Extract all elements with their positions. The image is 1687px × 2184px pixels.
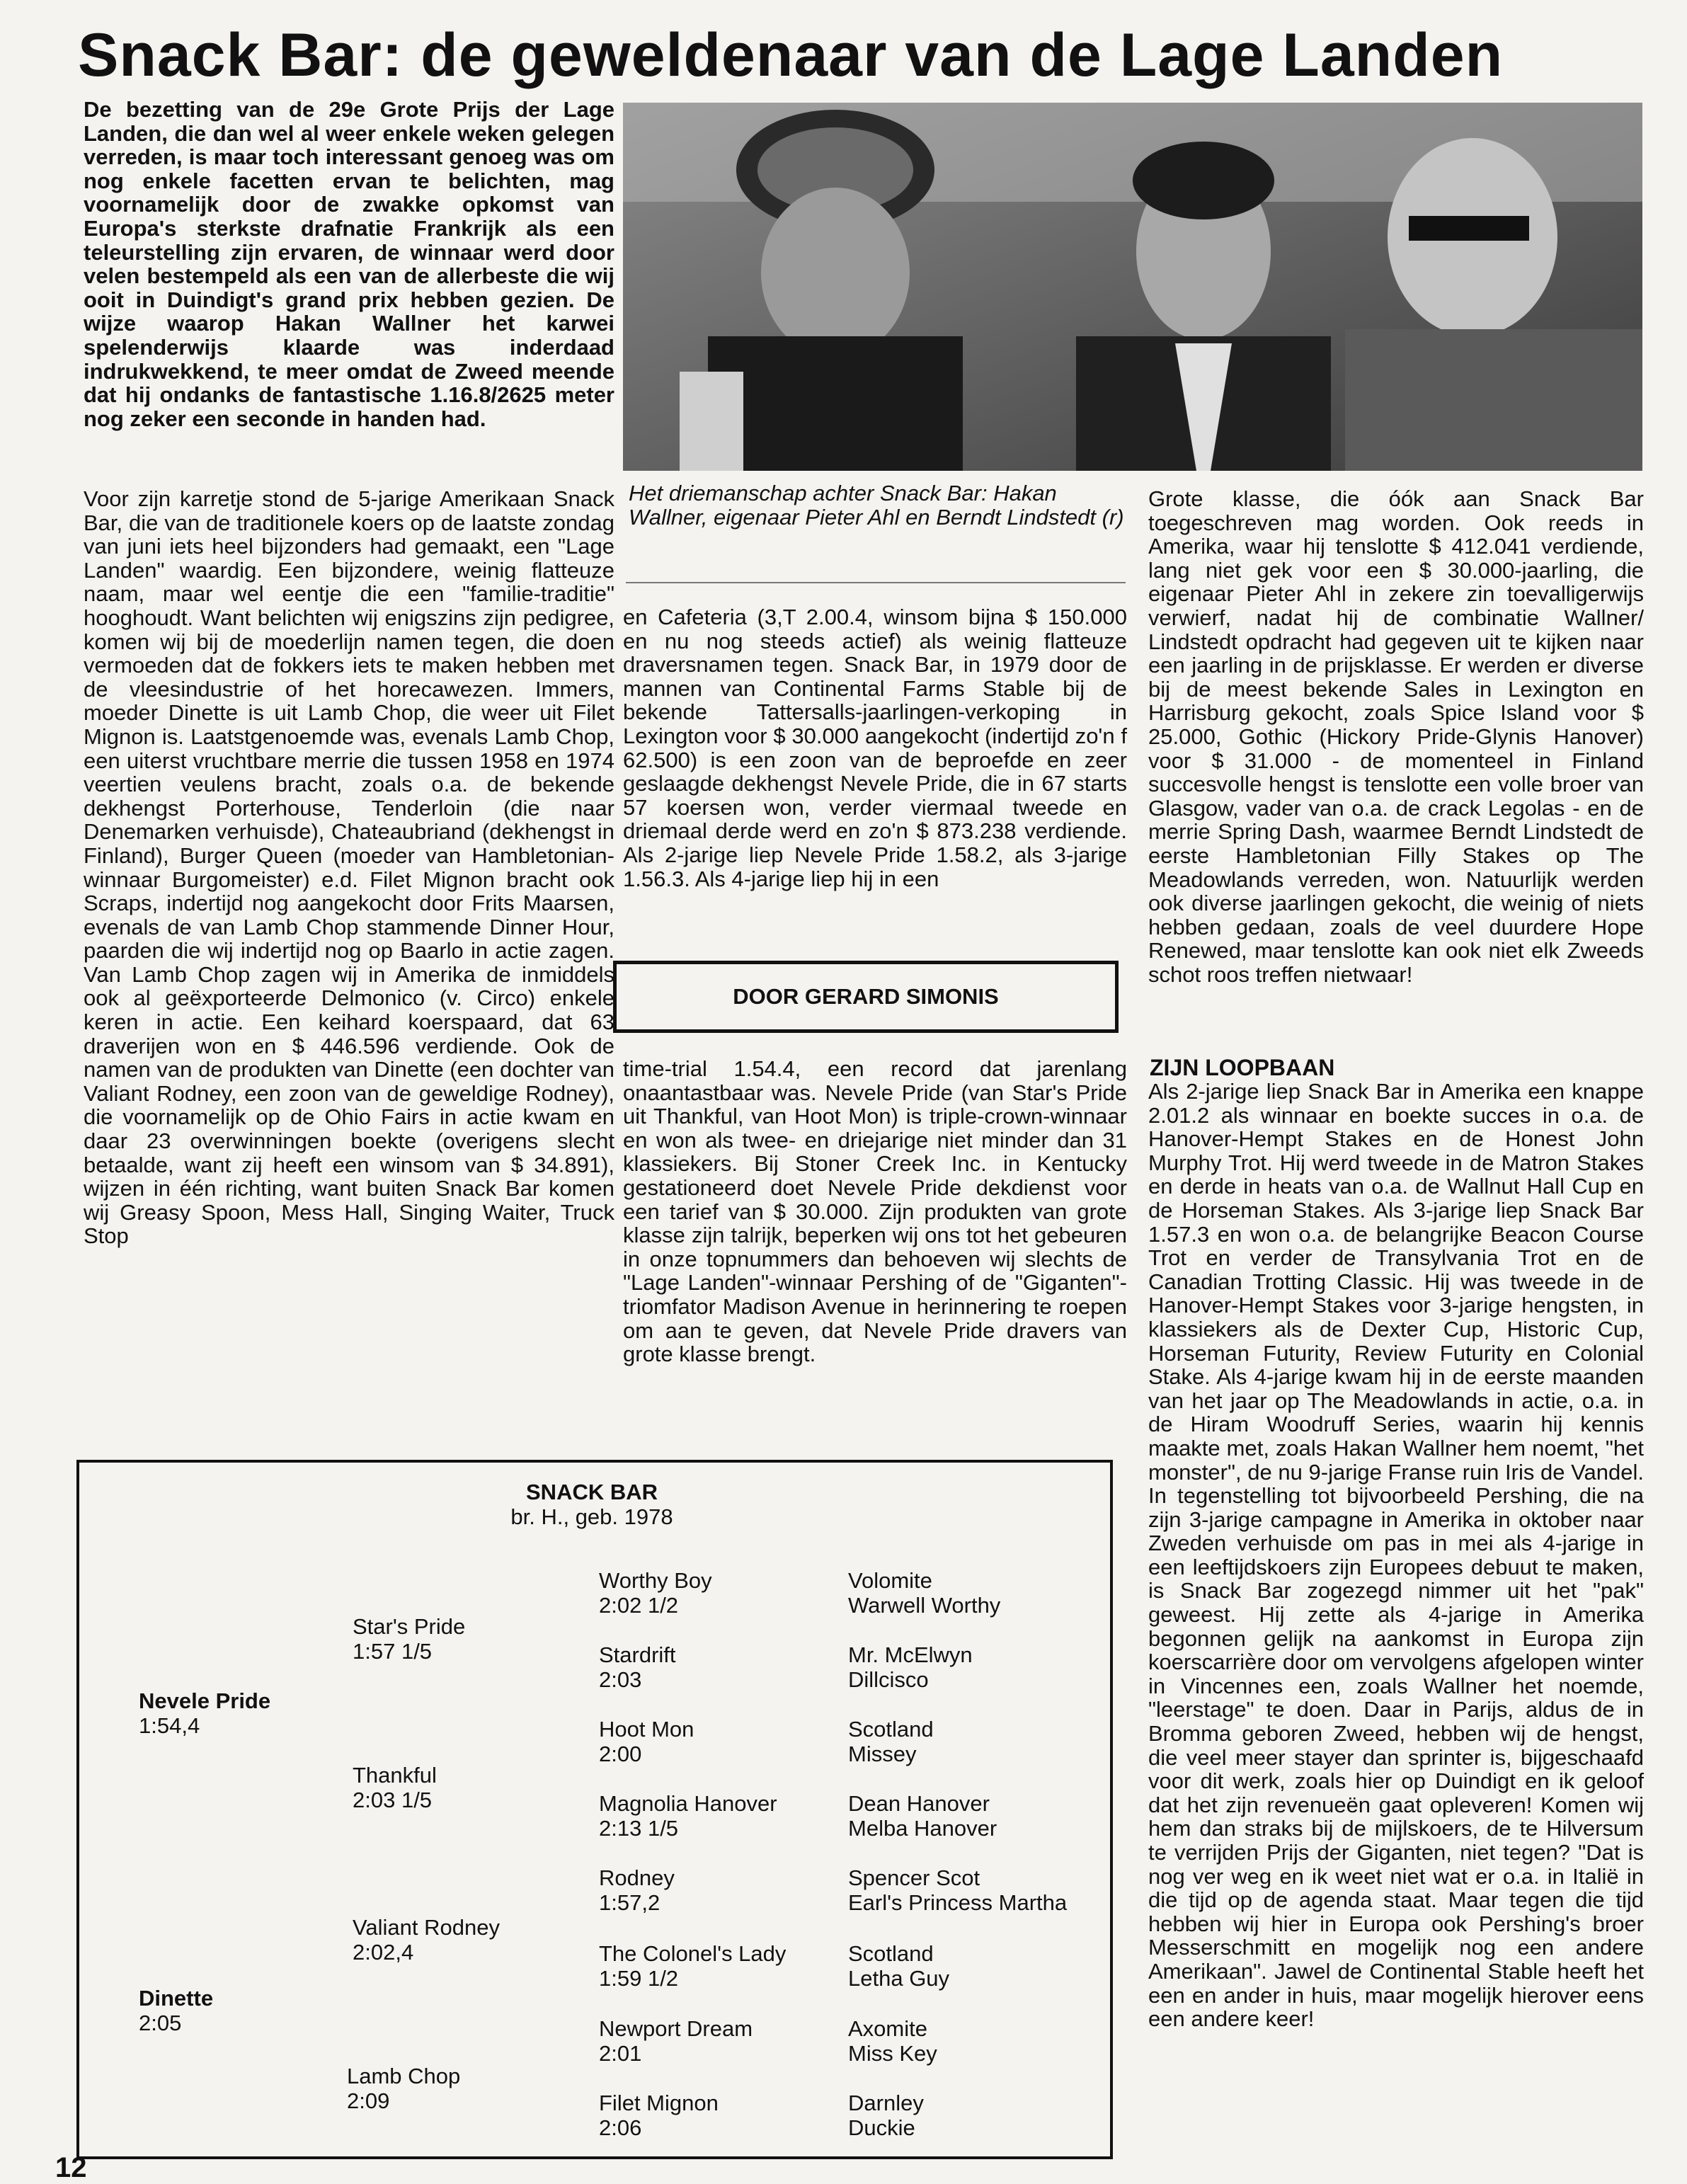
pedigree-g4-sire: Scotland	[848, 1717, 934, 1742]
page-number: 12	[55, 2152, 87, 2183]
pedigree-g3-time: 1:59 1/2	[599, 1966, 679, 1991]
pedigree-g2-name: Thankful	[353, 1763, 437, 1788]
photo-illustration	[623, 103, 1642, 471]
pedigree-sire-time: 1:54,4	[139, 1713, 200, 1738]
pedigree-g4-sire: Volomite	[848, 1568, 932, 1593]
pedigree-g3-name: Rodney	[599, 1865, 675, 1890]
article-title: Snack Bar: de geweldenaar van de Lage Landen	[78, 21, 1504, 89]
pedigree-g3-name: Worthy Boy	[599, 1568, 712, 1593]
pedigree-sire-name: Nevele Pride	[139, 1688, 271, 1713]
byline: DOOR GERARD SIMONIS	[733, 984, 999, 1009]
pedigree-g4-dam: Letha Guy	[848, 1966, 950, 1991]
pedigree-g4-sire: Scotland	[848, 1941, 934, 1966]
pedigree-g4-dam: Miss Key	[848, 2041, 937, 2066]
pedigree-g4-sire: Dean Hanover	[848, 1791, 990, 1816]
pedigree-g4-sire: Axomite	[848, 2016, 927, 2041]
pedigree-g3-name: Hoot Mon	[599, 1717, 694, 1742]
pedigree-g3-time: 1:57,2	[599, 1890, 660, 1915]
body-column-2-top: en Cafeteria (3,T 2.00.4, winsom bijna $ 150.000 en nu nog steeds actief) als weinig flatteuze draversnamen tegen. Snack Bar, in 1979 door de mannen van Continental Farms Stable bij de bekende Tattersalls-jaarlingen-verkoping in Lexington voor $ 30.000 aangekocht (indertijd zo'n f 62.500) is een zoon van de beproefde en zeer geslaagde dekhengst Nevele Pride, die in 67 starts 57 koersen won, verder viermaal tweede en driemaal derde werd en zo'n $ 873.238 verdiende. Als 2-jarige liep Nevele Pride 1.58.2, als 3-jarige 1.56.3. Als 4-jarige liep hij in een	[623, 605, 1127, 891]
pedigree-horse-info: br. H., geb. 1978	[510, 1504, 673, 1529]
pedigree-g4-dam: Duckie	[848, 2115, 915, 2140]
body-column-1: Voor zijn karretje stond de 5-jarige Amerikaan Snack Bar, die van de traditionele koers op de laatste zondag van juni iets heel bijzonders had gemaakt, een "Lage Landen" waardig. Een bijzondere, weinig flatteuze naam, maar wel eentje die een "familie-traditie" hooghoudt. Want belichten wij enigszins zijn pedigree, komen wij bij de moederlijn namen tegen, die doen vermoeden dat de fokkers iets te maken hebben met de vleesindustrie of het horecawezen. Immers, moeder Dinette is uit Lamb Chop, die weer uit Filet Mignon is. Laatstgenoemde was, evenals Lamb Chop, een uiterst vruchtbare merrie die tussen 1958 en 1974 veertien veulens bracht, zoals o.a. de bekende dekhengst Porterhouse, Tenderloin (die naar Denemarken verhuisde), Chateaubriand (dekhengst in Finland), Burger Queen (moeder van Hambletonian-winnaar Burgomeister) e.d. Filet Mignon bracht ook Scraps, indertijd nog aangekocht door Frits Maarsen, evenals de van Lamb Chop stammende Dinner Hour, paarden die wij indertijd nog op Baarlo in actie zagen. Van Lamb Chop zagen wij in Amerika de inmiddels ook al geëxporteerde Delmonico (v. Circo) enkele keren in actie. Een keihard koerspaard, dat 63 draverijen won en $ 446.596 verdiende. Ook de namen van de produkten van Dinette (een dochter van Valiant Rodney, een zoon van de geweldige Rodney), die voornamelijk op de Ohio Fairs in actie kwam en daar 23 overwinningen boekte (overigens slecht betaalde, want zij heeft een winsom van $ 34.891), wijzen in één richting, want buiten Snack Bar komen wij Greasy Spoon, Mess Hall, Singing Waiter, Truck Stop	[84, 486, 614, 1249]
section-heading: ZIJN LOOPBAAN	[1150, 1055, 1335, 1080]
pedigree-g3-time: 2:13 1/5	[599, 1816, 679, 1841]
pedigree-g3-time: 2:06	[599, 2115, 642, 2140]
pedigree-g3-name: Stardrift	[599, 1642, 676, 1667]
pedigree-g2-name: Star's Pride	[353, 1614, 466, 1639]
pedigree-g2-time: 2:02,4	[353, 1940, 414, 1965]
pedigree-g2-time: 2:03 1/5	[353, 1788, 433, 1812]
pedigree-g3-name: Filet Mignon	[599, 2091, 719, 2115]
pedigree-g3-time: 2:03	[599, 1667, 642, 1692]
pedigree-g4-sire: Darnley	[848, 2091, 924, 2115]
pedigree-g4-dam: Earl's Princess Martha	[848, 1890, 1068, 1915]
body-column-3-bottom: Als 2-jarige liep Snack Bar in Amerika een knappe 2.01.2 als winnaar en boekte succes in o.a. de Hanover-Hempt Stakes en de Honest John Murphy Trot. Hij werd tweede in de Matron Stakes en derde in heats van o.a. de Wallnut Hall Cup en de Horseman Stakes. Als 3-jarige liep Snack Bar 1.57.3 en won o.a. de belangrijke Beacon Course Trot en verder de Transylvania Trot en de Canadian Trotting Classic. Hij was tweede in de Hanover-Hempt Stakes voor 3-jarige hengsten, in klassiekers als de Dexter Cup, Historic Cup, Horseman Futurity, Review Futurity en Colonial Stake. Als 4-jarige kwam hij in de eerste maanden van het jaar op The Meadowlands in actie, o.a. in de Hiram Woodruff Series, waarin hij kennis maakte met, zoals Hakan Wallner hem noemt, "het monster", de nu 9-jarige Franse ruin Iris de Vandel. In tegenstelling tot bijvoorbeeld Pershing, die na zijn 3-jarige campagne in Amerika in oktober naar Zweden verhuisde om pas in mei als 4-jarige in een leeftijdskoers zijn Europees debuut te maken, is Snack Bar zogezegd nimmer uit het "pak" geweest. Hij zette als 4-jarige in Amerika begonnen gelijk na aankomst in Europa zijn koerscarrière door om vervolgens afgelopen winter in Vincennes een, zoals Wallner het noemde, "leerstage" te doen. Daar in Parijs, aldus de in Bromma geboren Zweed, hebben wij de hengst, die veel meer stayer dan sprinter is, bijgeschaafd voor dit werk, zoals hier op Duindigt en ik geloof dat het zijn revenueën gaat opleveren! Komen wij hem dan straks bij de mijlskoers, de te Hilversum te verrijden Prijs der Giganten, niet tegen? "Dat is nog ver weg en ik weet niet wat er o.a. in Italië in die tijd op de agenda staat. Maar tegen die tijd hebben wij hier in Europa ook Pershing's broer Messerschmitt en mogelijk nog een andere Amerikaan". Jawel de Continental Stable heeft het een en ander in huis, maar mogelijk hierover eens een andere keer!	[1148, 1079, 1644, 2032]
pedigree-dam-name: Dinette	[139, 1986, 214, 2011]
pedigree-horse-name: SNACK BAR	[526, 1480, 658, 1504]
body-column-2-bottom: time-trial 1.54.4, een record dat jarenlang onaantastbaar was. Nevele Pride (van Star's Pride uit Thankful, van Hoot Mon) is triple-crown-winnaar en won als twee- en driejarige niet minder dan 31 klassiekers. Bij Stoner Creek Inc. in Kentucky gestationeerd doet Nevele Pride dekdienst voor een tarief van $ 30.000. Zijn produkten van grote klasse zijn talrijk, beperken wij ons tot het gebeuren in onze topnummers dan behoeven wij slechts de "Lage Landen"-winnaar Pershing of de "Giganten"-triomfator Madison Avenue in herinnering te roepen om aan te geven, dat Nevele Pride dravers van grote klasse brengt.	[623, 1056, 1127, 1367]
pedigree-g4-dam: Missey	[848, 1742, 917, 1766]
pedigree-g2-name: Valiant Rodney	[353, 1915, 500, 1940]
pedigree-g4-sire: Mr. McElwyn	[848, 1642, 973, 1667]
pedigree-g3-name: The Colonel's Lady	[599, 1941, 787, 1966]
byline-box	[613, 961, 1119, 1033]
pedigree-g2-time: 1:57 1/5	[353, 1639, 433, 1664]
pedigree-header	[76, 1480, 1107, 1529]
lead-paragraph: De bezetting van de 29e Grote Prijs der Lage Landen, die dan wel al weer enkele weken gelegen verreden, is maar toch interessant genoeg was om nog enkele facetten ervan te belichten, mag voornamelijk door de zwakke opkomst van Europa's sterkste drafnatie Frankrijk als een teleurstelling zijn ervaren, de winnaar werd door velen bestempeld als een van de allerbeste die wij ooit in Duindigt's grand prix hebben gezien. De wijze waarop Hakan Wallner het karwei spelenderwijs klaarde was inderdaad indrukwekkend, te meer omdat de Zweed meende dat hij ondanks de fantastische 1.16.8/2625 meter nog zeker een seconde in handen had.	[84, 97, 614, 431]
pedigree-g3-time: 2:01	[599, 2041, 642, 2066]
photo-caption: Het driemanschap achter Snack Bar: Hakan Wallner, eigenaar Pieter Ahl en Berndt Lindstedt (r)	[629, 481, 1124, 530]
pedigree-g3-time: 2:02 1/2	[599, 1593, 679, 1618]
pedigree-g3-name: Magnolia Hanover	[599, 1791, 777, 1816]
pedigree-g2-time: 2:09	[347, 2088, 390, 2113]
caption-divider	[626, 582, 1126, 583]
pedigree-g4-dam: Dillcisco	[848, 1667, 929, 1692]
pedigree-g3-time: 2:00	[599, 1742, 642, 1766]
pedigree-g4-dam: Warwell Worthy	[848, 1593, 1001, 1618]
pedigree-g4-sire: Spencer Scot	[848, 1865, 980, 1890]
pedigree-g2-name: Lamb Chop	[347, 2064, 461, 2088]
body-column-3-top: Grote klasse, die óók aan Snack Bar toegeschreven mag worden. Ook reeds in Amerika, waar hij tenslotte $ 412.041 verdiende, lang niet gek voor een $ 30.000-jaarling, die eigenaar Pieter Ahl in zekere zin toevalligerwijs verwierf, nadat hij de combinatie Wallner/ Lindstedt opdracht had gegeven uit te kijken naar een jaarling in de prijsklasse. Er werden er diverse bij de meest bekende Sales in Lexington en Harrisburg gekocht, zoals Spice Island voor $ 25.000, Gothic (Hickory Pride-Glynis Hanover) voor $ 31.000 - de momenteel in Finland succesvolle hengst is tenslotte een volle broer van Glasgow, vader van o.a. de crack Legolas - en de merrie Spring Dash, waarmee Berndt Lindstedt de eerste Hambletonian Filly Stakes op The Meadowlands verreden, won. Natuurlijk werden ook diverse jaarlingen gekocht, die weinig of niets hebben gedaan, zoals de veel duurdere Hope Renewed, maar tenslotte kan ook niet elk Zweeds schot roos treffen nietwaar!	[1148, 486, 1644, 987]
article-photo	[623, 103, 1642, 471]
pedigree-dam-time: 2:05	[139, 2011, 182, 2035]
pedigree-g3-name: Newport Dream	[599, 2016, 753, 2041]
pedigree-g4-dam: Melba Hanover	[848, 1816, 997, 1841]
